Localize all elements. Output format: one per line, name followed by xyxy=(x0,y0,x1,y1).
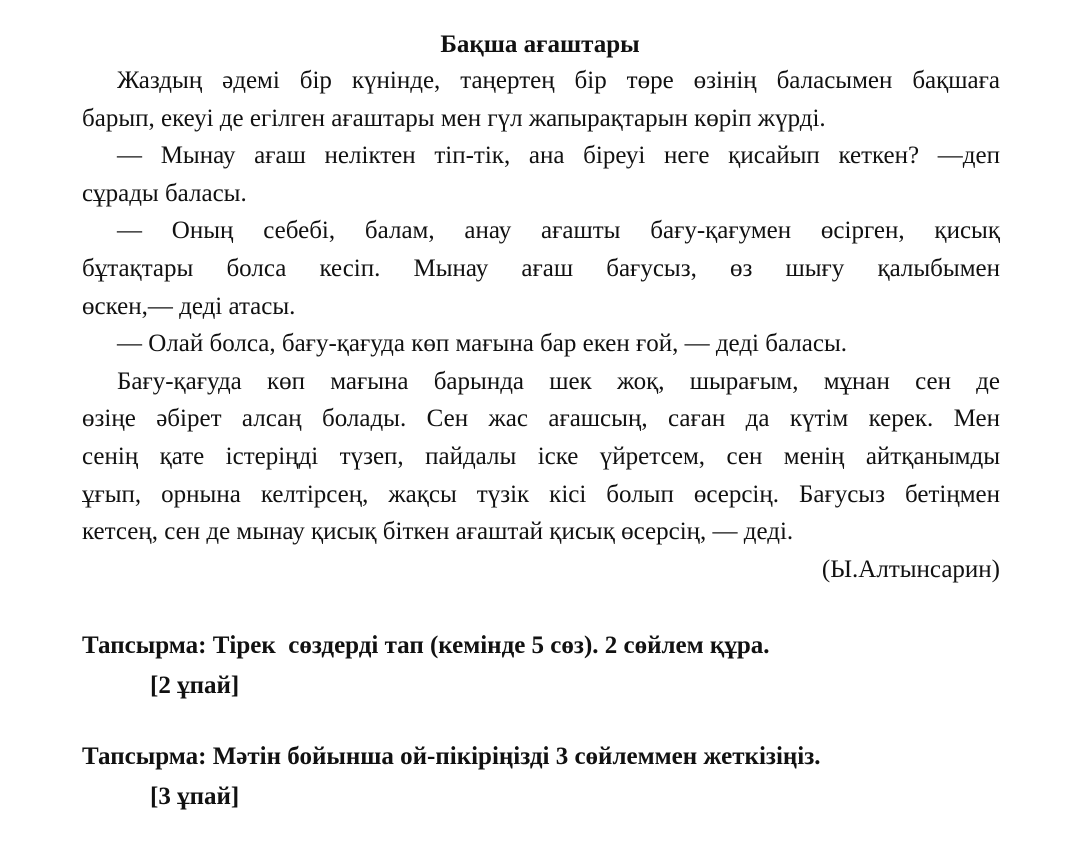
paragraph-line: барып, екеуі де егілген ағаштары мен гүл жапырақтарын көріп жүрді. xyxy=(82,104,826,132)
task-1-text: Тапсырма: Тірек сөздерді тап (кемінде 5 сөз). 2 сөйлем құра. xyxy=(82,632,770,659)
paragraph-line: Жаздың әдемі бір күнінде, таңертең бір төре өзінің баласымен бақшаға xyxy=(117,67,1000,94)
paragraph-line: сұрады баласы. xyxy=(82,179,247,207)
document-title: Бақша ағаштары xyxy=(440,31,640,58)
paragraph-line: өскен,— деді атасы. xyxy=(82,292,296,320)
paragraph-line: ұғып, орнына келтірсең, жақсы түзік кісі болып өсерсің. Бағусыз бетіңмен xyxy=(82,480,1000,508)
task-2-text: Тапсырма: Мәтін бойынша ой-пікіріңізді 3 сөйлеммен жеткізіңіз. xyxy=(82,743,821,770)
paragraph-line: Бағу-қағуда көп мағына барында шек жоқ, шырағым, мұнан сен де xyxy=(117,367,1000,395)
task-2-points: [3 ұпай] xyxy=(150,783,240,810)
paragraph-line: сенің қате істеріңді түзеп, пайдалы іске үйретсем, сен менің айтқанымды xyxy=(82,442,1000,470)
author: (Ы.Алтынсарин) xyxy=(821,555,1000,583)
task-1 xyxy=(82,626,770,706)
paragraph-line: — Мынау ағаш неліктен тіп-тік, ана біреуі неге қисайып кеткен? —деп xyxy=(117,142,1000,170)
paragraph-line: — Олай болса, бағу-қағуда көп мағына бар екен ғой, — деді баласы. xyxy=(117,330,847,358)
paragraph-line: кетсең, сен де мынау қисық біткен ағаштай қисық өсерсің, — деді. xyxy=(82,518,794,546)
paragraph-line: — Оның себебі, балам, анау ағашты бағу-қағумен өсірген, қисық xyxy=(117,217,1000,245)
story-text xyxy=(82,62,1000,588)
task-2 xyxy=(82,737,821,817)
paragraph-line: өзіңе әбірет алсаң болады. Сен жас ағашсың, саған да күтім керек. Мен xyxy=(82,405,1000,433)
paragraph-line: бұтақтары болса кесіп. Мынау ағаш бағусыз, өз шығу қалыбымен xyxy=(82,254,1000,282)
task-1-points: [2 ұпай] xyxy=(150,672,240,699)
